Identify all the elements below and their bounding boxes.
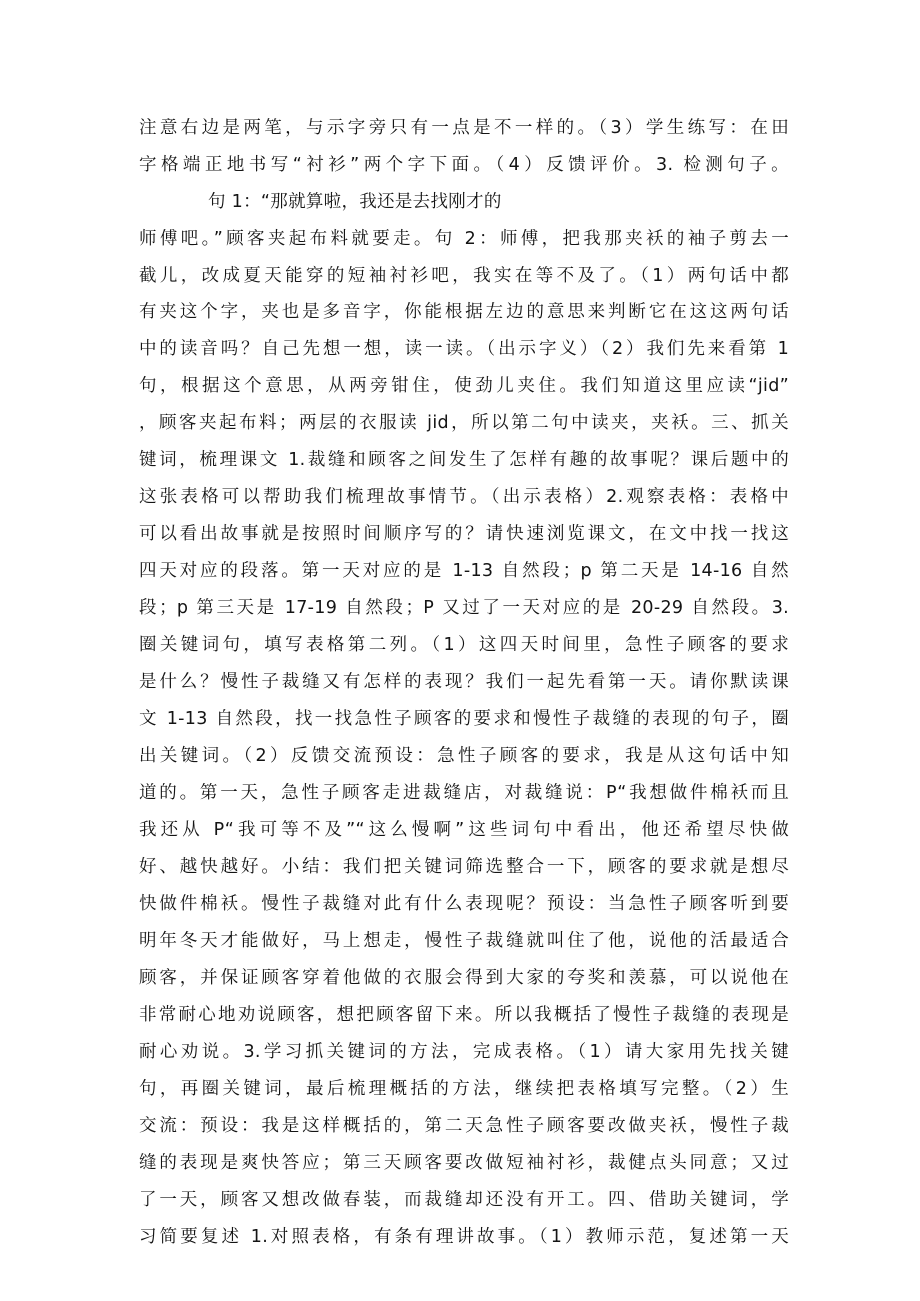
text-line: 师傅吧。”顾客夹起布料就要走。句 2：师傅，把我那夹袄的袖子剪去一 (139, 229, 789, 249)
text-line: 了一天，顾客又想改做春装，而裁缝却还没有开工。四、借助关键词，学 (139, 1190, 789, 1210)
text-line: 字格端正地书写“衬衫”两个字下面。（4）反馈评价。3. 检测句子。 (139, 155, 789, 175)
text-line: 段；p 第三天是 17-19 自然段；P 又过了一天对应的是 20-29 自然段。3. (139, 598, 789, 618)
text-line: 这张表格可以帮助我们梳理故事情节。（出示表格）2.观察表格：表格中 (139, 487, 789, 507)
text-line: 道的。第一天，急性子顾客走进裁缝店，对裁缝说：P“我想做件棉袄而且 (139, 783, 789, 803)
text-line: 句 1：“那就算啦，我还是去找刚才的 (208, 192, 502, 212)
text-line: 句，根据这个意思，从两旁钳住，使劲儿夹住。我们知道这里应读“jid” (139, 376, 789, 396)
text-line: 我还从 P“我可等不及”“这么慢啊”这些词句中看出，他还希望尽快做 (139, 820, 789, 840)
text-line: 可以看出故事就是按照时间顺序写的？请快速浏览课文，在文中找一找这 (139, 524, 789, 544)
text-line: 句，再圈关键词，最后梳理概括的方法，继续把表格填写完整。（2）生 (139, 1079, 789, 1099)
text-line: 文 1-13 自然段，找一找急性子顾客的要求和慢性子裁缝的表现的句子，圈 (139, 709, 789, 729)
text-line: ，顾客夹起布料；两层的衣服读 jid，所以第二句中读夹，夹袄。三、抓关 (139, 413, 789, 433)
text-line: 中的读音吗？自己先想一想，读一读。（出示字义）（2）我们先来看第 1 (139, 339, 789, 359)
text-line: 四天对应的段落。第一天对应的是 1-13 自然段；p 第二天是 14-16 自然 (139, 561, 789, 581)
text-line: 截儿，改成夏天能穿的短袖衬衫吧，我实在等不及了。（1）两句话中都 (139, 266, 789, 286)
text-line: 好、越快越好。小结：我们把关键词筛选整合一下，顾客的要求就是想尽 (139, 857, 789, 877)
text-line: 明年冬天才能做好，马上想走，慢性子裁缝就叫住了他，说他的活最适合 (139, 931, 789, 951)
text-line: 注意右边是两笔，与示字旁只有一点是不一样的。（3）学生练写：在田 (139, 118, 789, 138)
text-line: 有夹这个字，夹也是多音字，你能根据左边的意思来判断它在这这两句话 (139, 302, 789, 322)
text-line: 习简要复述 1.对照表格，有条有理讲故事。（1）教师示范，复述第一天 (139, 1227, 789, 1247)
text-line: 顾客，并保证顾客穿着他做的衣服会得到大家的夸奖和羡慕，可以说他在 (139, 968, 789, 988)
text-line: 是什么？慢性子裁缝又有怎样的表现？我们一起先看第一天。请你默读课 (139, 672, 789, 692)
text-line: 耐心劝说。3.学习抓关键词的方法，完成表格。（1）请大家用先找关键 (139, 1042, 789, 1062)
text-line: 非常耐心地劝说顾客，想把顾客留下来。所以我概括了慢性子裁缝的表现是 (139, 1005, 789, 1025)
text-line: 快做件棉袄。慢性子裁缝对此有什么表现呢？预设：当急性子顾客听到要 (139, 894, 789, 914)
text-line: 键词，梳理课文 1.裁缝和顾客之间发生了怎样有趣的故事呢？课后题中的 (139, 450, 789, 470)
text-line: 交流：预设：我是这样概括的，第二天急性子顾客要改做夹袄，慢性子裁 (139, 1116, 789, 1136)
text-line: 缝的表现是爽快答应；第三天顾客要改做短袖衬衫，裁健点头同意；又过 (139, 1153, 789, 1173)
text-line: 出关键词。（2）反馈交流预设：急性子顾客的要求，我是从这句话中知 (139, 746, 789, 766)
text-line: 圈关键词句，填写表格第二列。（1）这四天时间里，急性子顾客的要求 (139, 635, 789, 655)
